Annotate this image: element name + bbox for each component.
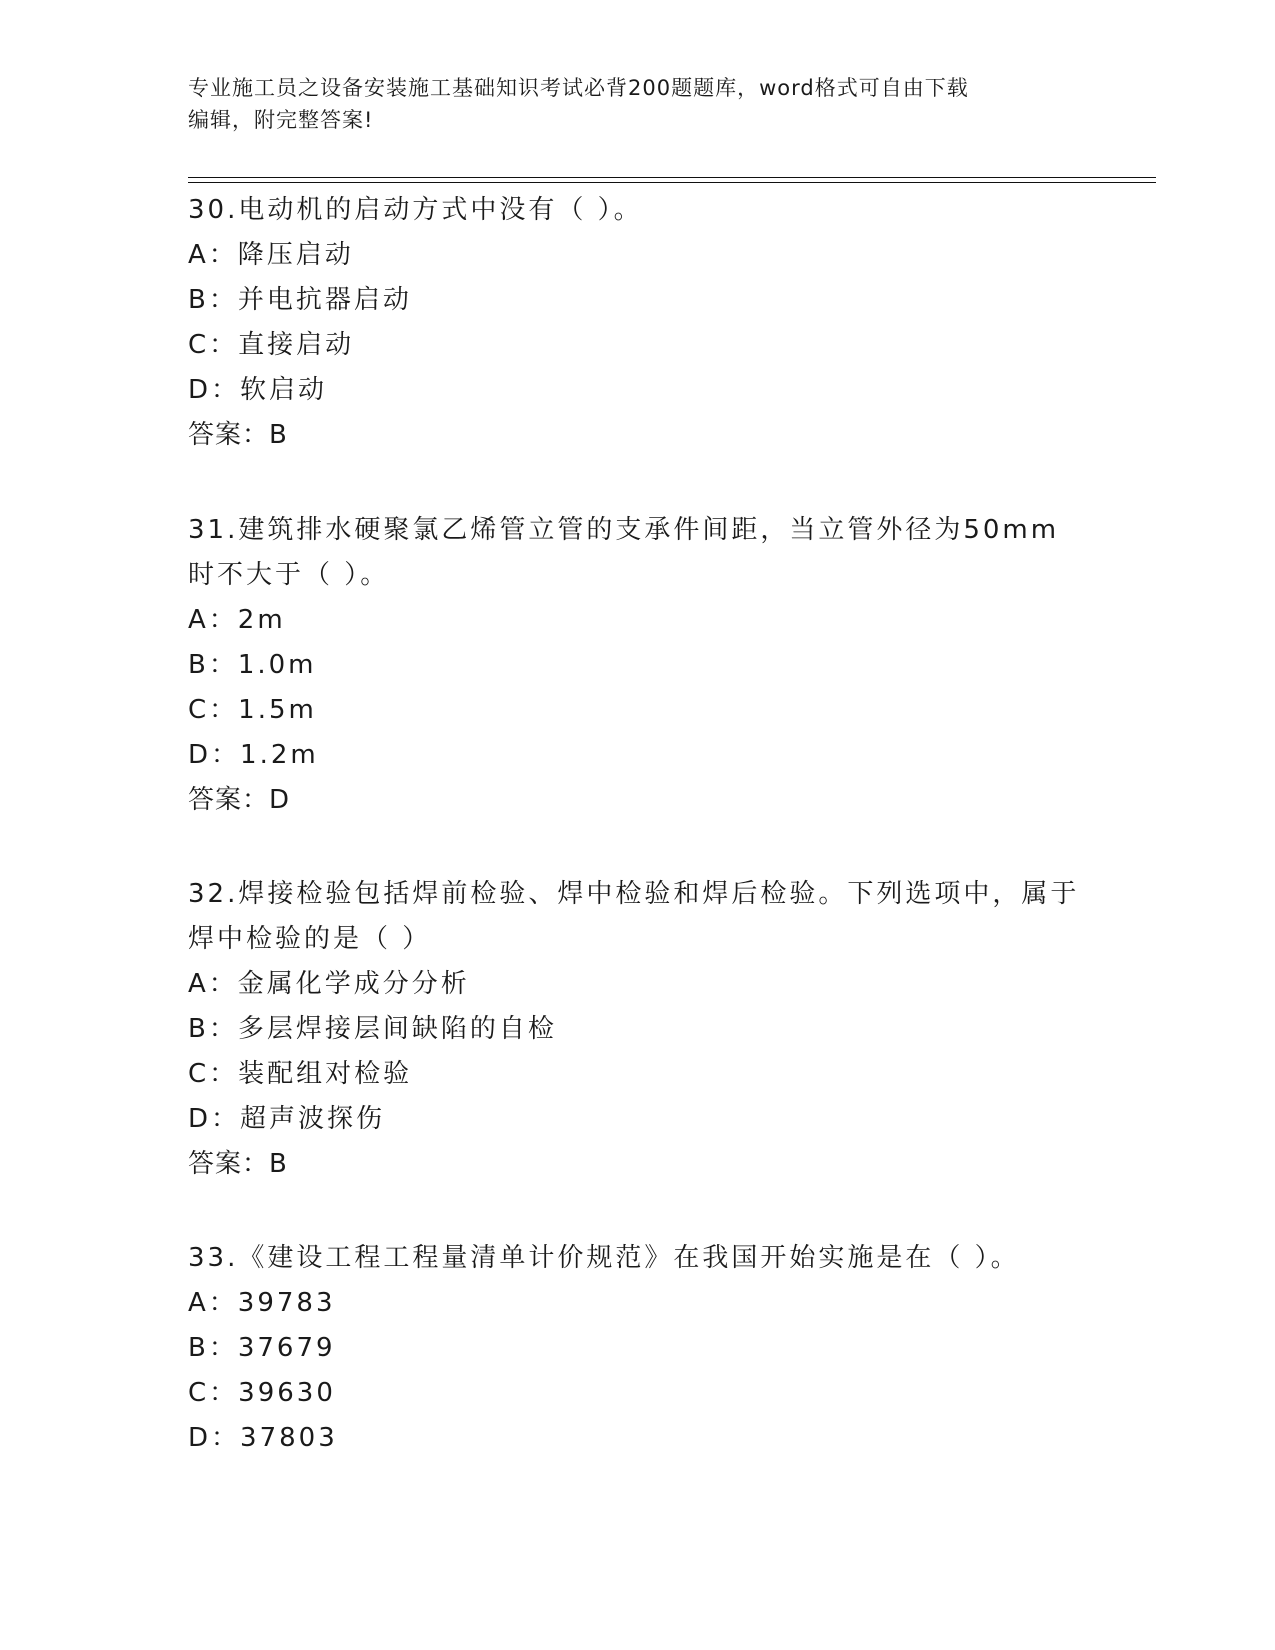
option-a: A：2m — [188, 605, 286, 635]
header-divider-top — [188, 177, 1156, 178]
answer: 答案：D — [188, 785, 291, 815]
option-c: C：直接启动 — [188, 330, 355, 360]
question-stem: 32.焊接检验包括焊前检验、焊中检验和焊后检验。下列选项中，属于焊中检验的是（ ） — [188, 879, 1080, 954]
option-a: A：降压启动 — [188, 240, 354, 270]
header-line-1: 专业施工员之设备安装施工基础知识考试必背200题题库，word格式可自由下载 — [188, 76, 969, 100]
option-c: C：1.5m — [188, 695, 317, 725]
option-a: A：金属化学成分分析 — [188, 969, 470, 999]
question-32 — [188, 872, 1088, 1187]
question-33 — [188, 1236, 1088, 1461]
header-divider-bottom — [188, 182, 1156, 183]
option-a: A：39783 — [188, 1288, 336, 1318]
header-line-2: 编辑，附完整答案! — [188, 108, 374, 132]
option-b: B：并电抗器启动 — [188, 285, 412, 315]
option-d: D：37803 — [188, 1423, 338, 1453]
option-c: C：39630 — [188, 1378, 336, 1408]
question-stem: 30.电动机的启动方式中没有（ ）。 — [188, 195, 643, 225]
answer: 答案：B — [188, 420, 288, 450]
answer: 答案：B — [188, 1149, 288, 1179]
question-stem: 31.建筑排水硬聚氯乙烯管立管的支承件间距，当立管外径为50mm时不大于（ ）。 — [188, 515, 1060, 590]
option-d: D：超声波探伤 — [188, 1104, 386, 1134]
option-b: B：37679 — [188, 1333, 336, 1363]
question-31 — [188, 508, 1088, 823]
option-d: D：1.2m — [188, 740, 319, 770]
option-b: B：1.0m — [188, 650, 317, 680]
document-header — [188, 72, 1088, 136]
option-b: B：多层焊接层间缺陷的自检 — [188, 1014, 557, 1044]
question-stem: 33.《建设工程工程量清单计价规范》在我国开始实施是在（ ）。 — [188, 1243, 1020, 1273]
question-30 — [188, 188, 1088, 458]
option-d: D：软启动 — [188, 375, 328, 405]
option-c: C：装配组对检验 — [188, 1059, 413, 1089]
